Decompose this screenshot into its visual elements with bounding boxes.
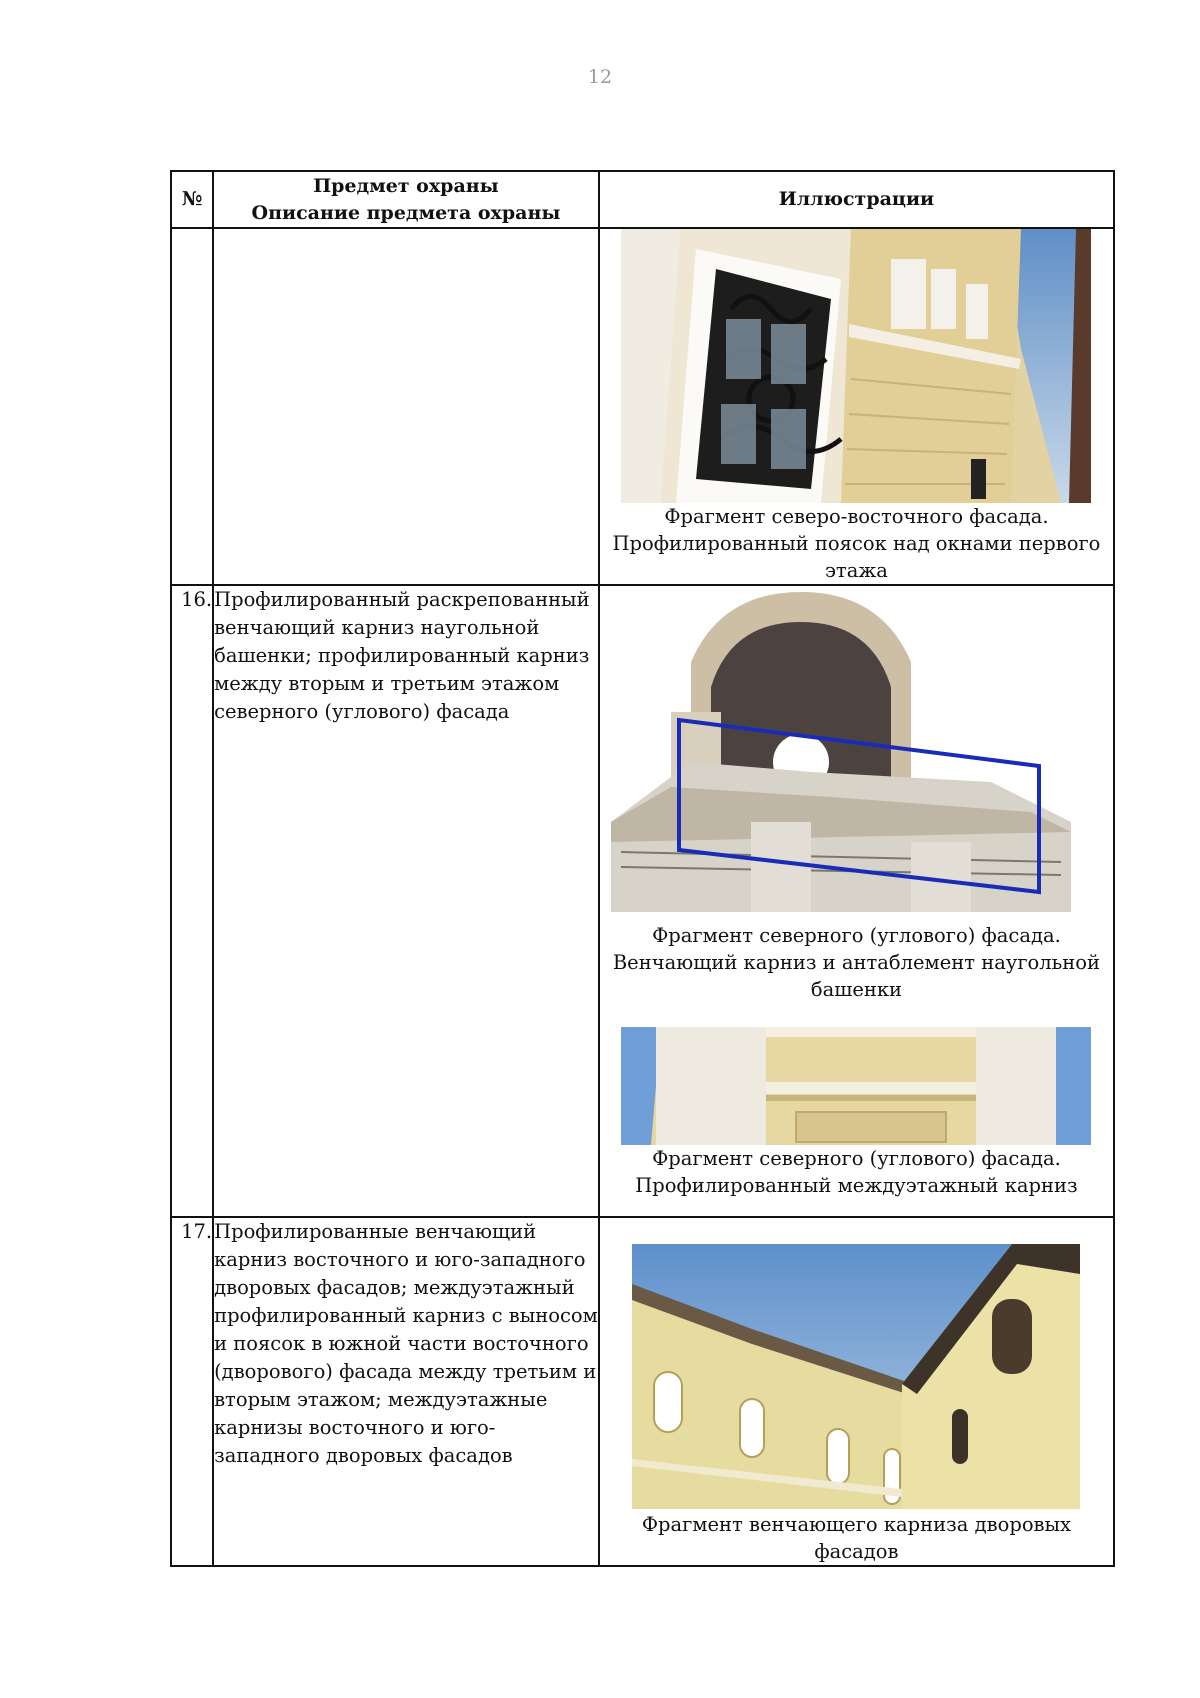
illustration-cell (599, 1217, 1114, 1566)
photo-corner-turret-cornice (611, 592, 1101, 912)
row-description: Профилированные венчающий карниз восточного и юго-западного дворовых фасадов; междуэтажный профилированный карниз с выносом и поясок в южной части восточного (дворового) фасада между третьим и вторым этажом; междуэтажные карнизы восточного и юго-западного дворовых фасадов (213, 1217, 599, 1566)
row-num: 17. (171, 1217, 213, 1566)
header-subject (213, 171, 599, 228)
photo-northeast-facade (621, 229, 1091, 503)
header-subject-line2: Описание предмета охраны (251, 201, 561, 224)
row-description: Профилированный раскрепованный венчающий карниз наугольной башенки; профилированный карниз между вторым и третьим этажом северного (углового) фасада (213, 585, 599, 1217)
header-illustrations: Иллюстрации (599, 171, 1114, 228)
table-row (171, 228, 1114, 585)
photo-courtyard-cornice (632, 1244, 1080, 1509)
table-row (171, 585, 1114, 1217)
protection-table (170, 170, 1115, 1567)
photo-caption: Фрагмент северного (углового) фасада. Венчающий карниз и антаблемент наугольной башенки (612, 924, 1101, 1001)
header-num: № (171, 171, 213, 228)
table-row (171, 1217, 1114, 1566)
illustration-cell (599, 228, 1114, 585)
header-subject-line1: Предмет охраны (313, 174, 499, 197)
table-header-row (171, 171, 1114, 228)
page-number: 12 (587, 66, 613, 88)
photo-interfloor-cornice (621, 1027, 1091, 1145)
illustration-cell (599, 585, 1114, 1217)
photo-caption: Фрагмент венчающего карниза дворовых фасадов (641, 1513, 1072, 1563)
photo-caption: Фрагмент северного (углового) фасада. Профилированный междуэтажный карниз (635, 1147, 1078, 1197)
row-description (213, 228, 599, 585)
row-num (171, 228, 213, 585)
row-num: 16. (171, 585, 213, 1217)
photo-caption: Фрагмент северо-восточного фасада. Профилированный поясок над окнами первого этажа (612, 505, 1101, 582)
